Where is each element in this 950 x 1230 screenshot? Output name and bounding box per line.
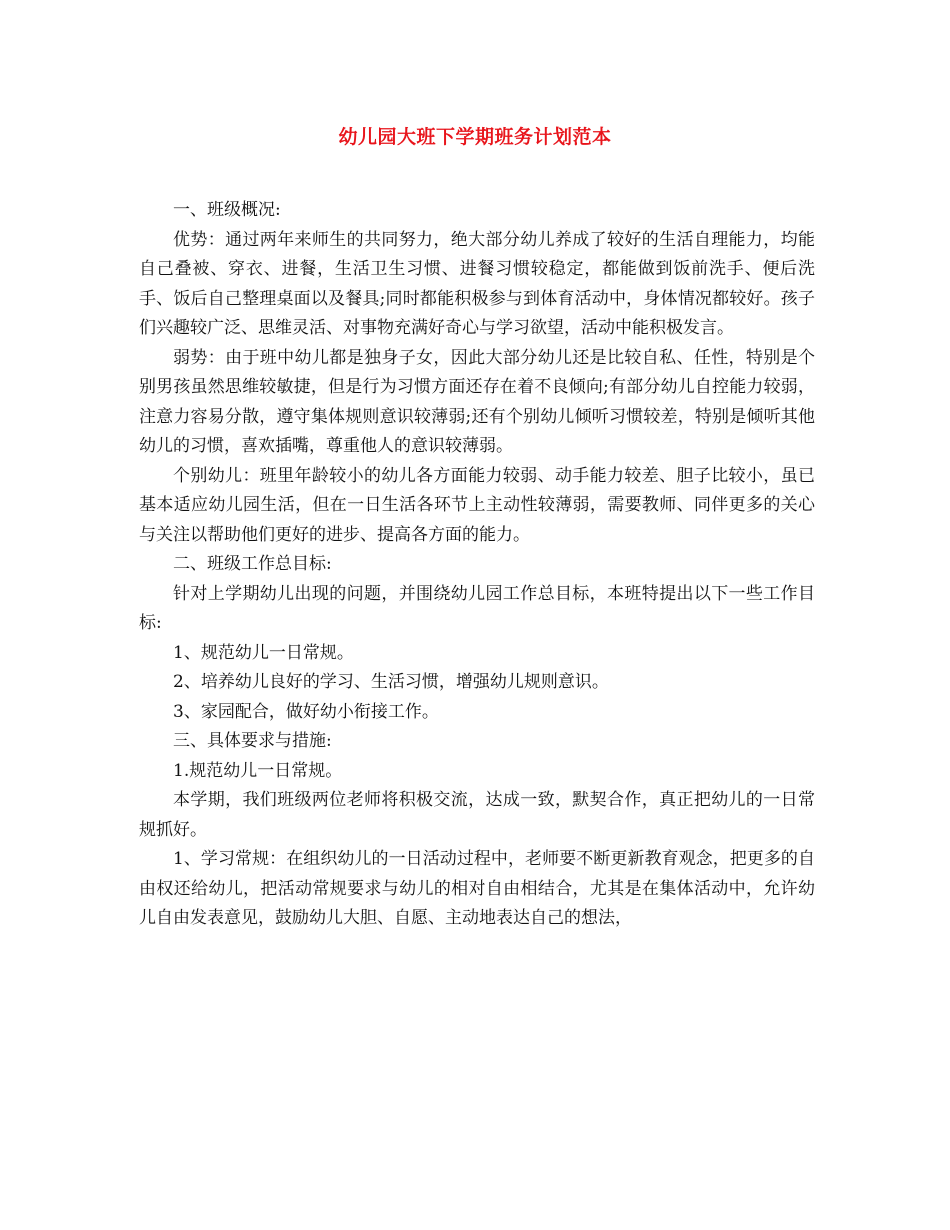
section-heading-measures: 三、具体要求与措施:: [173, 731, 332, 751]
section-heading-overall-goals: 二、班级工作总目标:: [173, 554, 332, 574]
goal-item-2: 2、培养幼儿良好的学习、生活习惯，增强幼儿规则意识。: [173, 672, 609, 692]
document-body: [139, 196, 815, 934]
paragraph-study-routine: 1、学习常规：在组织幼儿的一日活动过程中，老师要不断更新教育观念，把更多的自由权还给幼儿，把活动常规要求与幼儿的相对自由相结合，尤其是在集体活动中，允许幼儿自由发表意见，鼓励幼儿大胆、自愿、主动地表达自己的想法，: [139, 849, 815, 928]
subsection-heading-daily-routine: 1.规范幼儿一日常规。: [173, 760, 343, 781]
paragraph-individual-children: 个别幼儿：班里年龄较小的幼儿各方面能力较弱、动手能力较差、胆子比较小，虽已基本适应幼儿园生活，但在一日生活各环节上主动性较薄弱，需要教师、同伴更多的关心与关注以帮助他们更好的进步、提高各方面的能力。: [139, 465, 815, 545]
paragraph-weaknesses: 弱势：由于班中幼儿都是独身子女，因此大部分幼儿还是比较自私、任性，特别是个别男孩虽然思维较敏捷，但是行为习惯方面还存在着不良倾向;有部分幼儿自控能力较弱，注意力容易分散，遵守集体规则意识较薄弱;还有个别幼儿倾听习惯较差，特别是倾听其他幼儿的习惯，喜欢插嘴，尊重他人的意识较薄弱。: [139, 347, 815, 456]
paragraph-strengths: 优势：通过两年来师生的共同努力，绝大部分幼儿养成了较好的生活自理能力，均能自己叠被、穿衣、进餐，生活卫生习惯、进餐习惯较稳定，都能做到饭前洗手、便后洗手、饭后自己整理桌面以及餐具;同时都能积极参与到体育活动中，身体情况都较好。孩子们兴趣较广泛、思维灵活、对事物充满好奇心与学习欲望，活动中能积极发言。: [139, 229, 815, 338]
goal-item-1: 1、规范幼儿一日常规。: [173, 642, 354, 663]
paragraph-semester-plan: 本学期，我们班级两位老师将积极交流，达成一致，默契合作，真正把幼儿的一日常规抓好。: [139, 790, 815, 840]
paragraph-goals-intro: 针对上学期幼儿出现的问题，并围绕幼儿园工作总目标，本班特提出以下一些工作目标:: [139, 583, 815, 633]
document-title: 幼儿园大班下学期班务计划范本: [338, 126, 612, 148]
goal-item-3: 3、家园配合，做好幼小衔接工作。: [173, 701, 439, 722]
section-heading-class-overview: 一、班级概况:: [173, 200, 281, 220]
